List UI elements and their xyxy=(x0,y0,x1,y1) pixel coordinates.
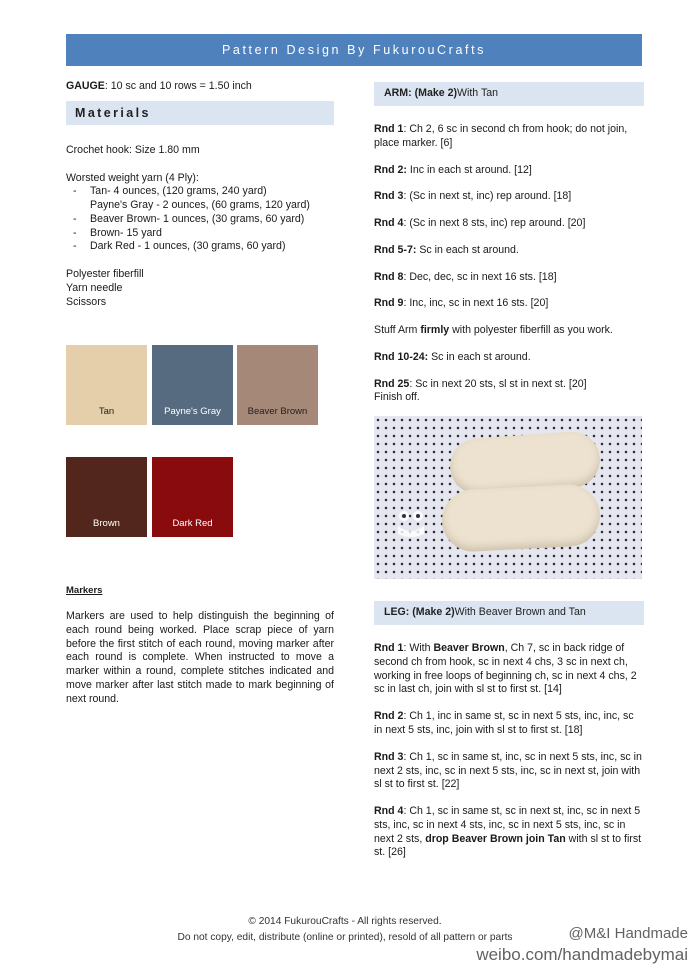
stuff-note xyxy=(374,324,644,338)
round-label: Rnd 3 xyxy=(374,750,404,763)
leg-heading-rest: With Beaver Brown and Tan xyxy=(454,606,586,619)
round-label: Rnd 3 xyxy=(374,190,404,203)
swatch-beaver-brown xyxy=(237,345,318,425)
supply-item: Scissors xyxy=(66,295,107,308)
arm-round xyxy=(374,123,644,151)
leg-round xyxy=(374,710,644,738)
round-text: : Ch 1, sc in same st, inc, sc in next 5 sts, inc, sc in next 2 sts, inc, sc in next 5 sts, inc, sc in next st, join with sl st to first st. [22] xyxy=(374,750,642,791)
arm-photo xyxy=(374,416,642,579)
arm-round xyxy=(374,378,644,392)
round-label: Rnd 2 xyxy=(374,710,404,723)
round-text: : Ch 1, inc in same st, sc in next 5 sts, inc, inc, sc in next 5 sts, inc, join with sl st to first st. [18] xyxy=(374,710,634,737)
arm-heading xyxy=(374,82,644,106)
yarn-list xyxy=(66,185,334,254)
arm-round xyxy=(374,190,644,204)
swatch-paynes-gray xyxy=(152,345,233,425)
leg-round xyxy=(374,751,644,792)
arm-round xyxy=(374,351,644,365)
round-text: : Sc in next 20 sts, sl st in next st. [20] xyxy=(409,377,587,390)
materials-heading: Materials xyxy=(66,101,334,125)
round-label: Rnd 4 xyxy=(374,805,404,818)
swatch-tan xyxy=(66,345,147,425)
round-text: : (Sc in next 8 sts, inc) rep around. [20] xyxy=(403,217,586,230)
crocheted-arm-piece xyxy=(440,483,601,553)
copyright-line: © 2014 FukurouCrafts - All rights reserved. xyxy=(248,916,442,927)
yarn-intro: Worsted weight yarn (4 Ply): xyxy=(66,171,199,184)
round-label: Rnd 4 xyxy=(374,217,404,230)
round-text: Sc in each st around. xyxy=(416,243,519,256)
round-text: Sc in each st around. xyxy=(428,350,531,363)
color-swatches xyxy=(66,345,326,545)
markers-text: Markers are used to help distinguish the beginning of each round being worked. Place scrap piece of yarn before the first stitch of each round, moving marker after each round is complete. When instructed to move a marker within a round, complete stitches indicated and move marker after last stitch made to mark beginning of next round. xyxy=(66,610,334,705)
arm-heading-rest: With Tan xyxy=(457,87,499,100)
supply-item: Polyester fiberfill xyxy=(66,268,144,281)
stuff-post: with polyester fiberfill as you work. xyxy=(449,324,613,337)
arm-round xyxy=(374,297,644,311)
swatch-label: Tan xyxy=(98,405,115,417)
round-text: Inc in each st around. [12] xyxy=(406,163,532,176)
markers-title: Markers xyxy=(66,585,103,596)
round-label: Rnd 25 xyxy=(374,377,410,390)
right-column xyxy=(374,82,644,860)
arm-round xyxy=(374,271,644,285)
yarn-item: - Tan- 4 ounces, (120 grams, 240 yard) xyxy=(66,185,334,199)
round-text: : Ch 2, 6 sc in second ch from hook; do not join, place marker. [6] xyxy=(374,123,628,149)
round-label: Rnd 8 xyxy=(374,270,404,283)
swatch-label: Payne's Gray xyxy=(164,405,221,417)
round-label: Rnd 9 xyxy=(374,297,404,310)
copy-notice: Do not copy, edit, distribute (online or printed), resold of all pattern or parts xyxy=(177,932,513,944)
round-label: Rnd 1 xyxy=(374,642,404,655)
banner-title: Pattern Design By FukurouCrafts xyxy=(221,42,486,57)
arm-round xyxy=(374,217,644,231)
hook-size: Crochet hook: Size 1.80 mm xyxy=(66,143,200,156)
supplies-block xyxy=(66,268,334,309)
yarn-item: - Dark Red - 1 ounces, (30 grams, 60 yard) xyxy=(66,240,334,254)
arm-heading-bold: ARM: (Make 2) xyxy=(384,87,457,100)
left-column xyxy=(66,80,334,309)
swatch-dark-red xyxy=(152,457,233,537)
weibo-watermark xyxy=(420,924,688,966)
watermark-url: weibo.com/handmadebymai xyxy=(476,944,688,964)
yarn-item: - Beaver Brown- 1 ounces, (30 grams, 60 yard) xyxy=(66,213,334,227)
supply-item: Yarn needle xyxy=(66,281,123,294)
round-label: Rnd 2: xyxy=(374,163,407,176)
owl-logo-icon xyxy=(394,506,428,540)
swatch-label: Beaver Brown xyxy=(247,405,308,417)
yarn-block xyxy=(66,172,334,255)
gauge-label: GAUGE xyxy=(66,80,105,92)
swatch-brown xyxy=(66,457,147,537)
round-text: : Dec, dec, sc in next 16 sts. [18] xyxy=(403,270,557,283)
round-text: , Ch 7, sc in back ridge of second ch from hook, sc in next 4 chs, 3 sc in next ch, working in free loops of beginning ch, sc in next 4 chs, 2 sc in last ch, join with sl st to first st. [14] xyxy=(374,642,637,696)
gauge-text: : 10 sc and 10 rows = 1.50 inch xyxy=(104,80,252,92)
watermark-handle: @M&I Handmade xyxy=(568,925,688,942)
yarn-item: - Brown- 15 yard xyxy=(66,227,334,241)
swatch-label: Brown xyxy=(93,517,120,529)
swatch-label: Dark Red xyxy=(172,517,213,529)
leg-heading-bold: LEG: (Make 2) xyxy=(384,606,455,619)
round-bold: drop Beaver Brown join Tan xyxy=(425,832,566,845)
arm-round xyxy=(374,164,644,178)
round-text: with sl st to first st. [26] xyxy=(374,832,642,859)
yarn-item: Payne's Gray - 2 ounces, (60 grams, 120 yard) xyxy=(90,199,310,212)
stuff-pre: Stuff Arm xyxy=(374,324,421,337)
round-text: : With xyxy=(403,642,434,655)
leg-heading xyxy=(374,601,644,625)
round-bold: Beaver Brown xyxy=(433,642,505,655)
round-text: : Inc, inc, sc in next 16 sts. [20] xyxy=(403,297,549,310)
finish-off: Finish off. xyxy=(374,391,420,404)
leg-round xyxy=(374,642,644,697)
hook-block xyxy=(66,144,334,158)
round-label: Rnd 10-24: xyxy=(374,350,429,363)
round-text: : (Sc in next st, inc) rep around. [18] xyxy=(403,190,572,203)
round-label: Rnd 5-7: xyxy=(374,243,417,256)
gauge-line xyxy=(66,80,334,94)
round-text: : Ch 1, sc in same st, sc in next st, inc, sc in next 5 sts, inc, sc in next 4 sts, inc, sc in next 5 sts, inc, sc in next 2 sts, xyxy=(374,805,641,845)
leg-round xyxy=(374,805,644,860)
round-label: Rnd 1 xyxy=(374,123,404,135)
stuff-bold: firmly xyxy=(420,324,450,337)
arm-round xyxy=(374,244,644,258)
page-banner xyxy=(66,34,642,66)
